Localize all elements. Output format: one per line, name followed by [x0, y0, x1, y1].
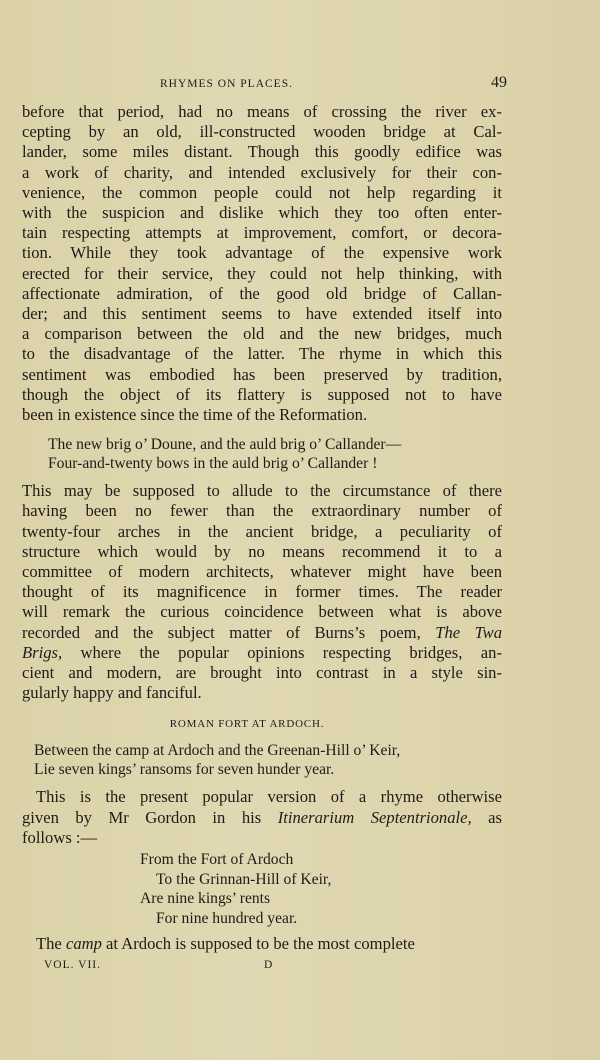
text-line: will remark the curious coincidence between what is above [22, 602, 502, 622]
text-line: follows :— [22, 827, 98, 847]
text-segment: The [36, 934, 66, 954]
verse-line: From the Fort of Ardoch [140, 851, 294, 869]
verse-line: Four-and-twenty bows in the auld brig o’ Callander ! [48, 455, 378, 473]
text-line: der; and this sentiment seems to have extended itself into [22, 304, 502, 324]
page-header [24, 74, 507, 98]
text-segment: as [471, 807, 502, 827]
verse-line: Between the camp at Ardoch and the Greenan-Hill o’ Keir, [34, 742, 401, 760]
text-line: a work of charity, and intended exclusively for their con- [22, 162, 502, 182]
text-line: This may be supposed to allude to the circumstance of there [22, 481, 502, 501]
signature-mark: D [264, 958, 273, 971]
text-line: cient and modern, are brought into contrast in a style sin- [22, 663, 502, 683]
text-line: though the object of its flattery is supposed not to have [22, 384, 502, 404]
verse-brig-o-doune [22, 435, 502, 473]
text-line: to the disadvantage of the latter. The rhyme in which this [22, 344, 502, 364]
verse-line: Are nine kings’ rents [140, 890, 271, 908]
paragraph-gordon [22, 787, 502, 848]
page-number: 49 [491, 74, 507, 91]
section-heading: ROMAN FORT AT ARDOCH. [169, 718, 325, 731]
text-line: having been no fewer than the extraordinary number of [22, 501, 502, 521]
text-line [22, 643, 502, 663]
text-line: tion. While they took advantage of the expensive work [22, 243, 502, 263]
text-segment: given by Mr Gordon in his [22, 807, 278, 827]
verse-line: Lie seven kings’ ransoms for seven hunder year. [34, 761, 335, 779]
text-line: affectionate admiration, of the good old bridge of Callan- [22, 283, 502, 303]
text-line: venience, the common people could not help regarding it [22, 182, 502, 202]
text-line [22, 934, 502, 954]
text-line: erected for their service, they could not help thinking, with [22, 263, 502, 283]
poem-title: Brigs, [22, 642, 63, 662]
text-line: thought of its magnificence in former times. The reader [22, 582, 502, 602]
text-line: This is the present popular version of a rhyme otherwise [36, 787, 502, 807]
verse-ardoch [22, 741, 502, 779]
volume-label: VOL. VII. [44, 958, 102, 971]
paragraph-bridges [22, 102, 502, 425]
text-line: tain respecting attempts at improvement, comfort, or decora- [22, 223, 502, 243]
poem-title: The Twa [435, 622, 502, 642]
paragraph-arches [22, 481, 502, 703]
text-line: with the suspicion and dislike which they too often enter- [22, 203, 502, 223]
text-segment: recorded and the subject matter of Burns’s poem, [22, 622, 436, 642]
running-head: RHYMES ON PLACES. [160, 78, 293, 90]
text-line: sentiment was embodied has been preserved by tradition, [22, 364, 502, 384]
verse-gordon [22, 850, 502, 928]
page-footer [44, 957, 444, 975]
text-line: a comparison between the old and the new bridges, much [22, 324, 502, 344]
verse-line: To the Grinnan-Hill of Keir, [156, 870, 332, 888]
text-line: before that period, had no means of crossing the river ex- [22, 102, 502, 121]
text-line: structure which would by no means recommend it to a [22, 541, 502, 561]
text-segment: where the popular opinions respecting bridges, an- [62, 642, 502, 662]
emphasis: camp [65, 934, 102, 954]
text-line: been in existence since the time of the Reformation. [22, 405, 368, 425]
text-line: gularly happy and fanciful. [22, 683, 202, 703]
text-line: cepting by an old, ill-constructed wooden bridge at Cal- [22, 122, 502, 142]
text-line [22, 623, 502, 643]
book-title: Itinerarium Septentrionale, [277, 807, 472, 827]
text-line [22, 808, 502, 828]
text-line: committee of modern architects, whatever might have been [22, 562, 502, 582]
text-segment: at Ardoch is supposed to be the most complete [101, 934, 415, 954]
paragraph-camp [22, 934, 502, 954]
verse-line: For nine hundred year. [156, 909, 298, 927]
text-line: twenty-four arches in the ancient bridge, a peculiarity of [22, 521, 502, 541]
text-line: lander, some miles distant. Though this goodly edifice was [22, 142, 502, 162]
body-text [22, 102, 502, 955]
verse-line: The new brig o’ Doune, and the auld brig o’ Callander— [48, 436, 402, 454]
